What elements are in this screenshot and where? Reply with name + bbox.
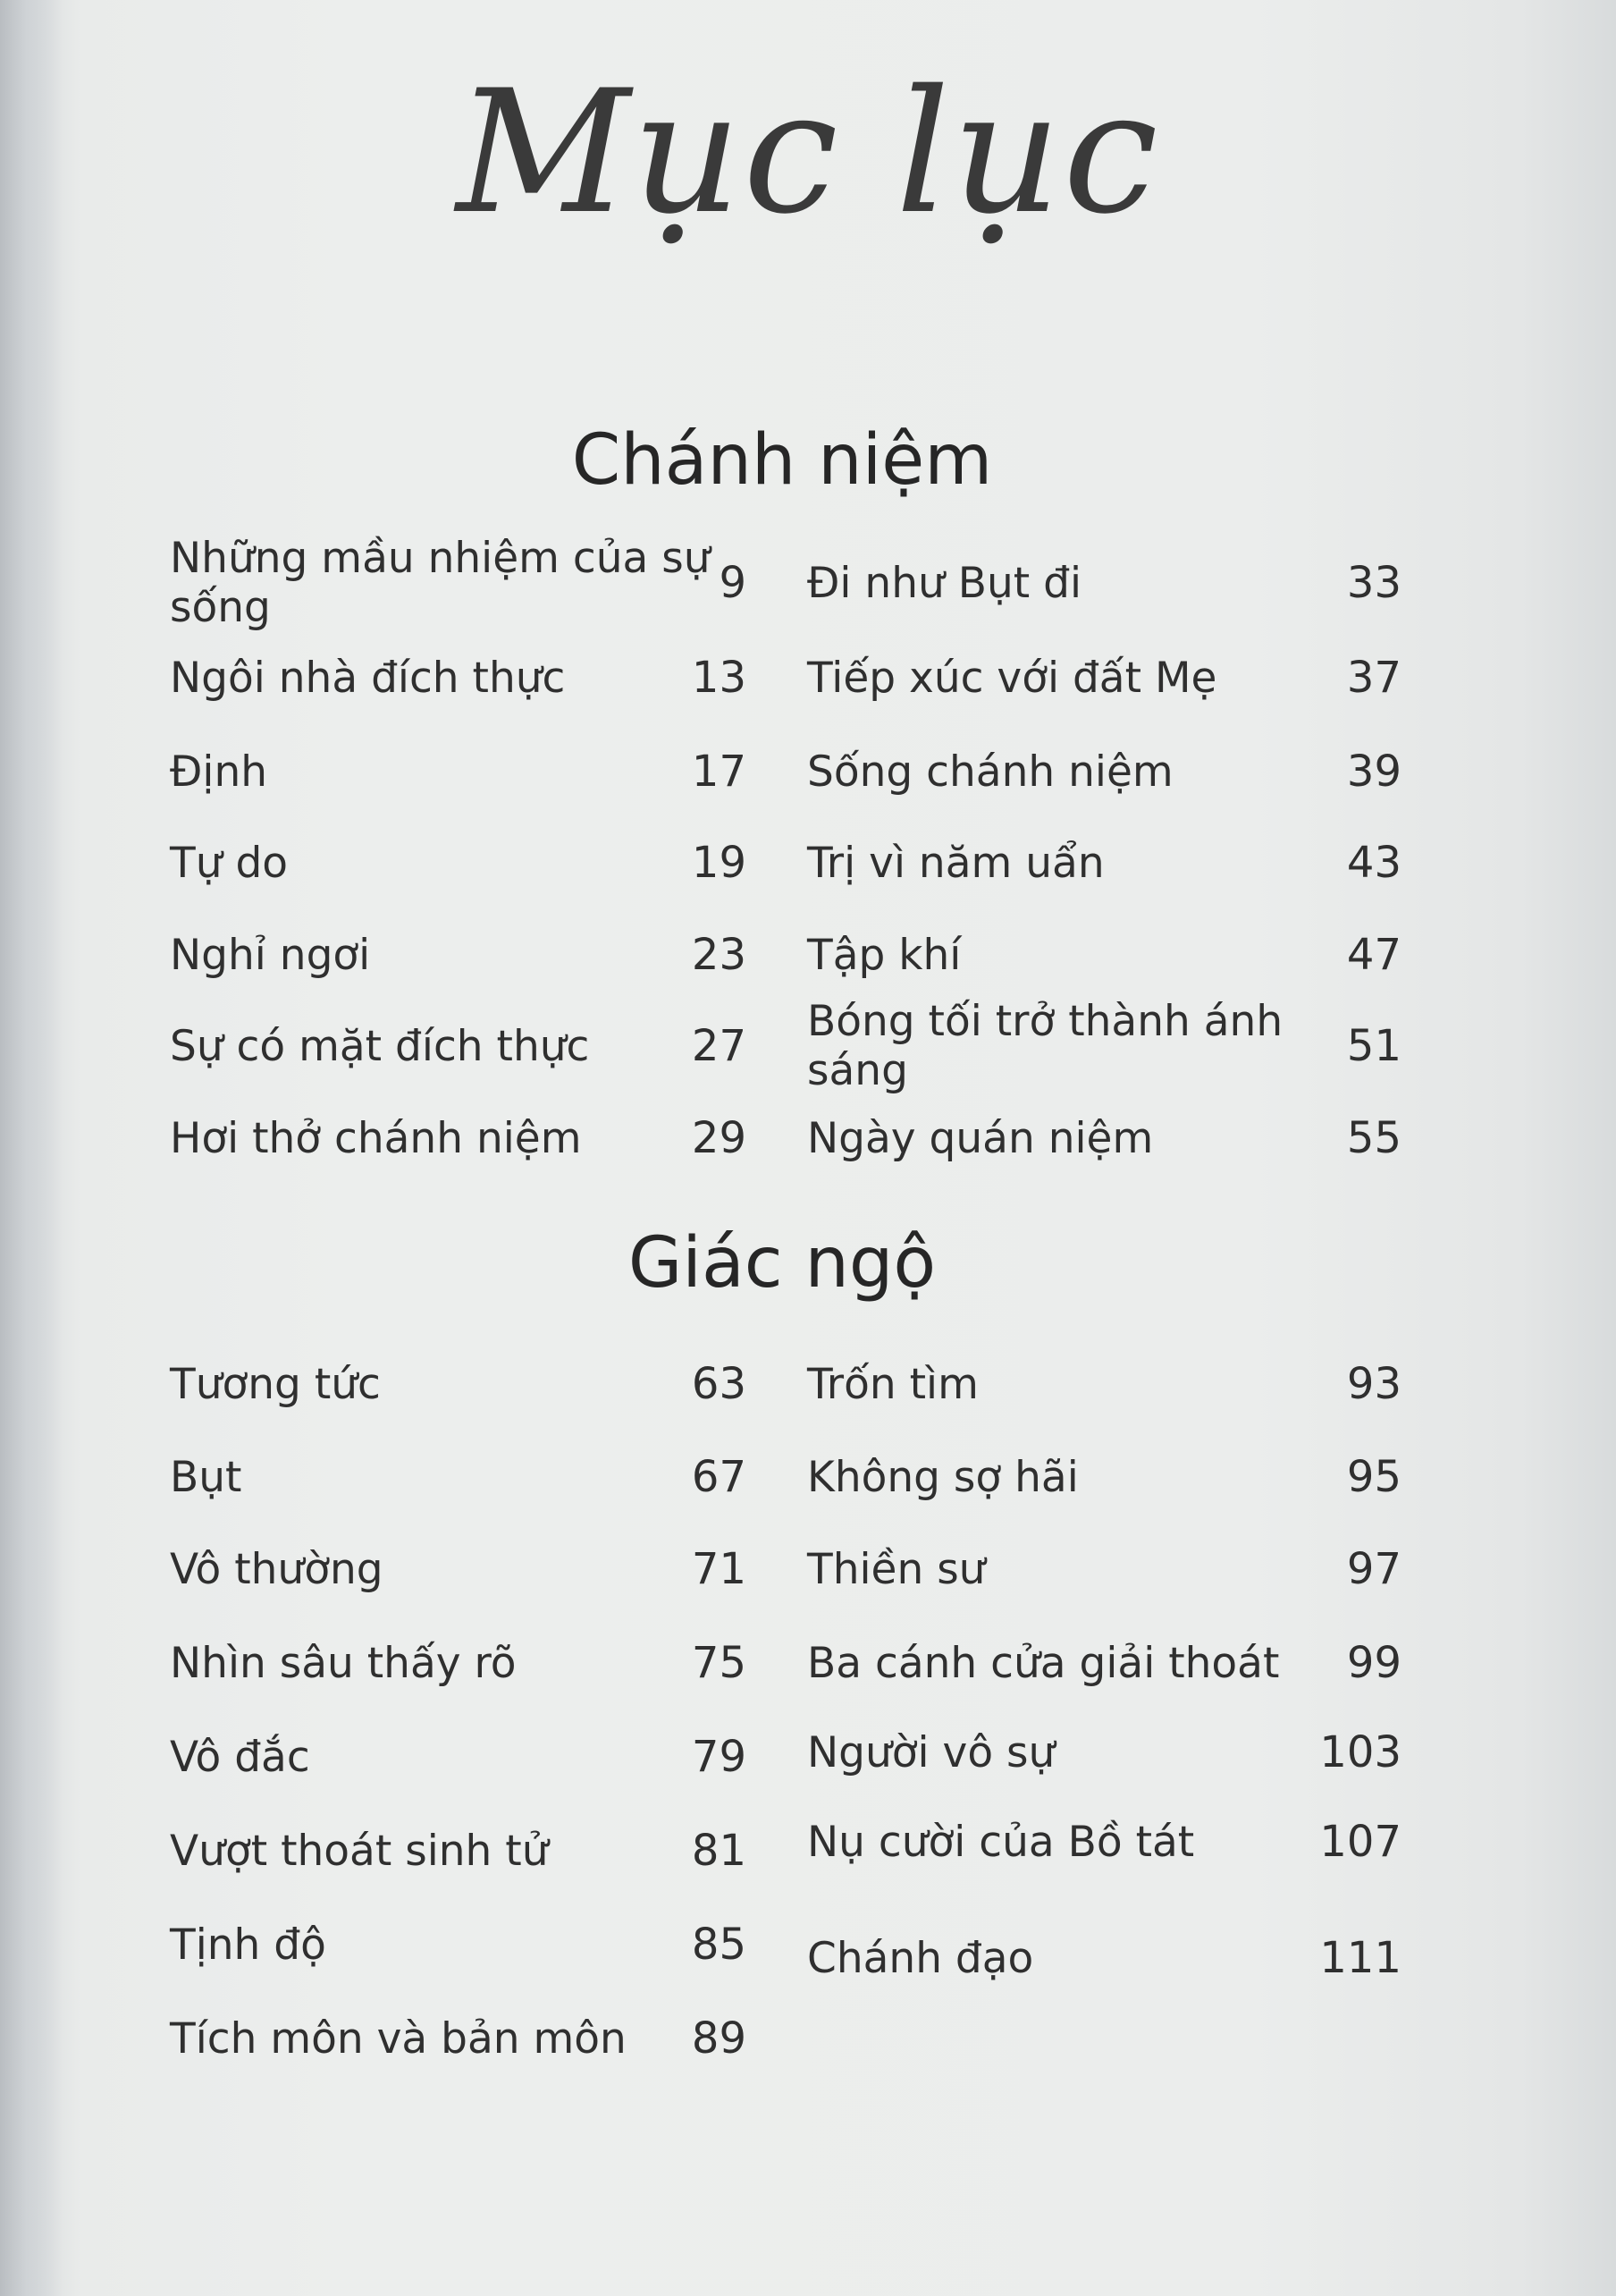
entry-title: Người vô sự — [807, 1727, 1056, 1777]
entry-title: Tịnh độ — [170, 1920, 326, 1970]
toc-entry[interactable] — [807, 1922, 1401, 1994]
entry-title: Không sợ hãi — [807, 1452, 1079, 1502]
section-heading-giac-ngo: Giác ngộ — [627, 1223, 937, 1304]
toc-entry[interactable] — [170, 642, 746, 713]
toc-entry[interactable] — [807, 997, 1401, 1095]
entry-page: 55 — [1346, 1113, 1401, 1163]
entry-title: Vô thường — [170, 1544, 383, 1594]
toc-entry[interactable] — [807, 1627, 1401, 1699]
entry-title: Tiếp xúc với đất Mẹ — [807, 653, 1217, 703]
toc-entry[interactable] — [807, 1806, 1401, 1878]
entry-page: 75 — [691, 1638, 746, 1688]
entry-title: Đi như Bụt đi — [807, 558, 1082, 608]
entry-title: Tích môn và bản môn — [170, 2013, 627, 2064]
entry-page: 85 — [691, 1920, 746, 1970]
entry-page: 51 — [1346, 1021, 1401, 1071]
entry-title: Trị vì năm uẩn — [807, 838, 1105, 888]
entry-page: 23 — [691, 930, 746, 980]
entry-page: 89 — [691, 2013, 746, 2064]
toc-entry[interactable] — [807, 642, 1401, 713]
entry-title: Bụt — [170, 1452, 242, 1502]
entry-page: 71 — [691, 1544, 746, 1594]
entry-page: 43 — [1346, 838, 1401, 888]
toc-entry[interactable] — [807, 1441, 1401, 1513]
toc-entry[interactable] — [170, 1909, 746, 1980]
toc-entry[interactable] — [170, 1533, 746, 1605]
entry-title: Ngày quán niệm — [807, 1113, 1154, 1163]
toc-entry[interactable] — [170, 1627, 746, 1699]
toc-entry[interactable] — [807, 919, 1401, 991]
entry-page: 79 — [691, 1732, 746, 1782]
entry-title: Sự có mặt đích thực — [170, 1021, 590, 1071]
page-edge-shadow — [0, 0, 63, 2296]
toc-entry[interactable] — [807, 1102, 1401, 1174]
toc-entry[interactable] — [170, 1815, 746, 1887]
entry-title: Vượt thoát sinh tử — [170, 1826, 549, 1876]
section-heading-chanh-niem: Chánh niệm — [571, 420, 993, 501]
entry-title: Chánh đạo — [807, 1933, 1034, 1983]
toc-entry[interactable] — [807, 1348, 1401, 1420]
entry-page: 107 — [1319, 1817, 1401, 1867]
entry-title: Trốn tìm — [807, 1359, 979, 1409]
entry-page: 67 — [691, 1452, 746, 1502]
entry-title: Tập khí — [807, 930, 962, 980]
entry-page: 13 — [691, 653, 746, 703]
entry-page: 81 — [691, 1826, 746, 1876]
entry-title: Nụ cười của Bồ tát — [807, 1817, 1195, 1867]
entry-page: 9 — [719, 558, 746, 608]
toc-entry[interactable] — [807, 736, 1401, 807]
entry-title: Tự do — [170, 838, 289, 888]
entry-page: 17 — [691, 747, 746, 797]
toc-entry[interactable] — [170, 736, 746, 807]
entry-page: 33 — [1346, 558, 1401, 608]
toc-entry[interactable] — [170, 1441, 746, 1513]
toc-entry[interactable] — [170, 827, 746, 899]
toc-entry[interactable] — [170, 1348, 746, 1420]
entry-title: Định — [170, 747, 268, 797]
toc-entry[interactable] — [807, 1717, 1401, 1788]
entry-title: Thiền sư — [807, 1544, 986, 1594]
entry-page: 37 — [1346, 653, 1401, 703]
toc-entry[interactable] — [170, 1010, 746, 1082]
toc-entry[interactable] — [170, 2003, 746, 2074]
entry-title: Nghỉ ngơi — [170, 930, 371, 980]
entry-page: 111 — [1319, 1933, 1401, 1983]
toc-entry[interactable] — [170, 919, 746, 991]
entry-page: 47 — [1346, 930, 1401, 980]
entry-page: 103 — [1319, 1727, 1401, 1777]
entry-page: 63 — [691, 1359, 746, 1409]
entry-title: Tương tức — [170, 1359, 381, 1409]
toc-entry[interactable] — [807, 827, 1401, 899]
entry-title: Sống chánh niệm — [807, 747, 1174, 797]
entry-page: 19 — [691, 838, 746, 888]
toc-entry[interactable] — [170, 1721, 746, 1793]
entry-page: 27 — [691, 1021, 746, 1071]
entry-page: 97 — [1346, 1544, 1401, 1594]
entry-title: Hơi thở chánh niệm — [170, 1113, 582, 1163]
toc-entry[interactable] — [170, 534, 746, 632]
entry-page: 99 — [1346, 1638, 1401, 1688]
toc-entry[interactable] — [170, 1102, 746, 1174]
entry-title: Nhìn sâu thấy rõ — [170, 1638, 517, 1688]
entry-page: 39 — [1346, 747, 1401, 797]
entry-page: 29 — [691, 1113, 746, 1163]
entry-title: Ba cánh cửa giải thoát — [807, 1638, 1280, 1688]
entry-page: 95 — [1346, 1452, 1401, 1502]
entry-title: Ngôi nhà đích thực — [170, 653, 566, 703]
entry-title: Bóng tối trở thành ánh sáng — [807, 997, 1284, 1095]
entry-title: Vô đắc — [170, 1732, 310, 1782]
toc-entry[interactable] — [807, 1533, 1401, 1605]
page-title: Mục lục — [456, 54, 1160, 251]
toc-entry[interactable] — [807, 547, 1401, 619]
entry-page: 93 — [1346, 1359, 1401, 1409]
entry-title: Những mầu nhiệm của sự sống — [170, 534, 711, 632]
